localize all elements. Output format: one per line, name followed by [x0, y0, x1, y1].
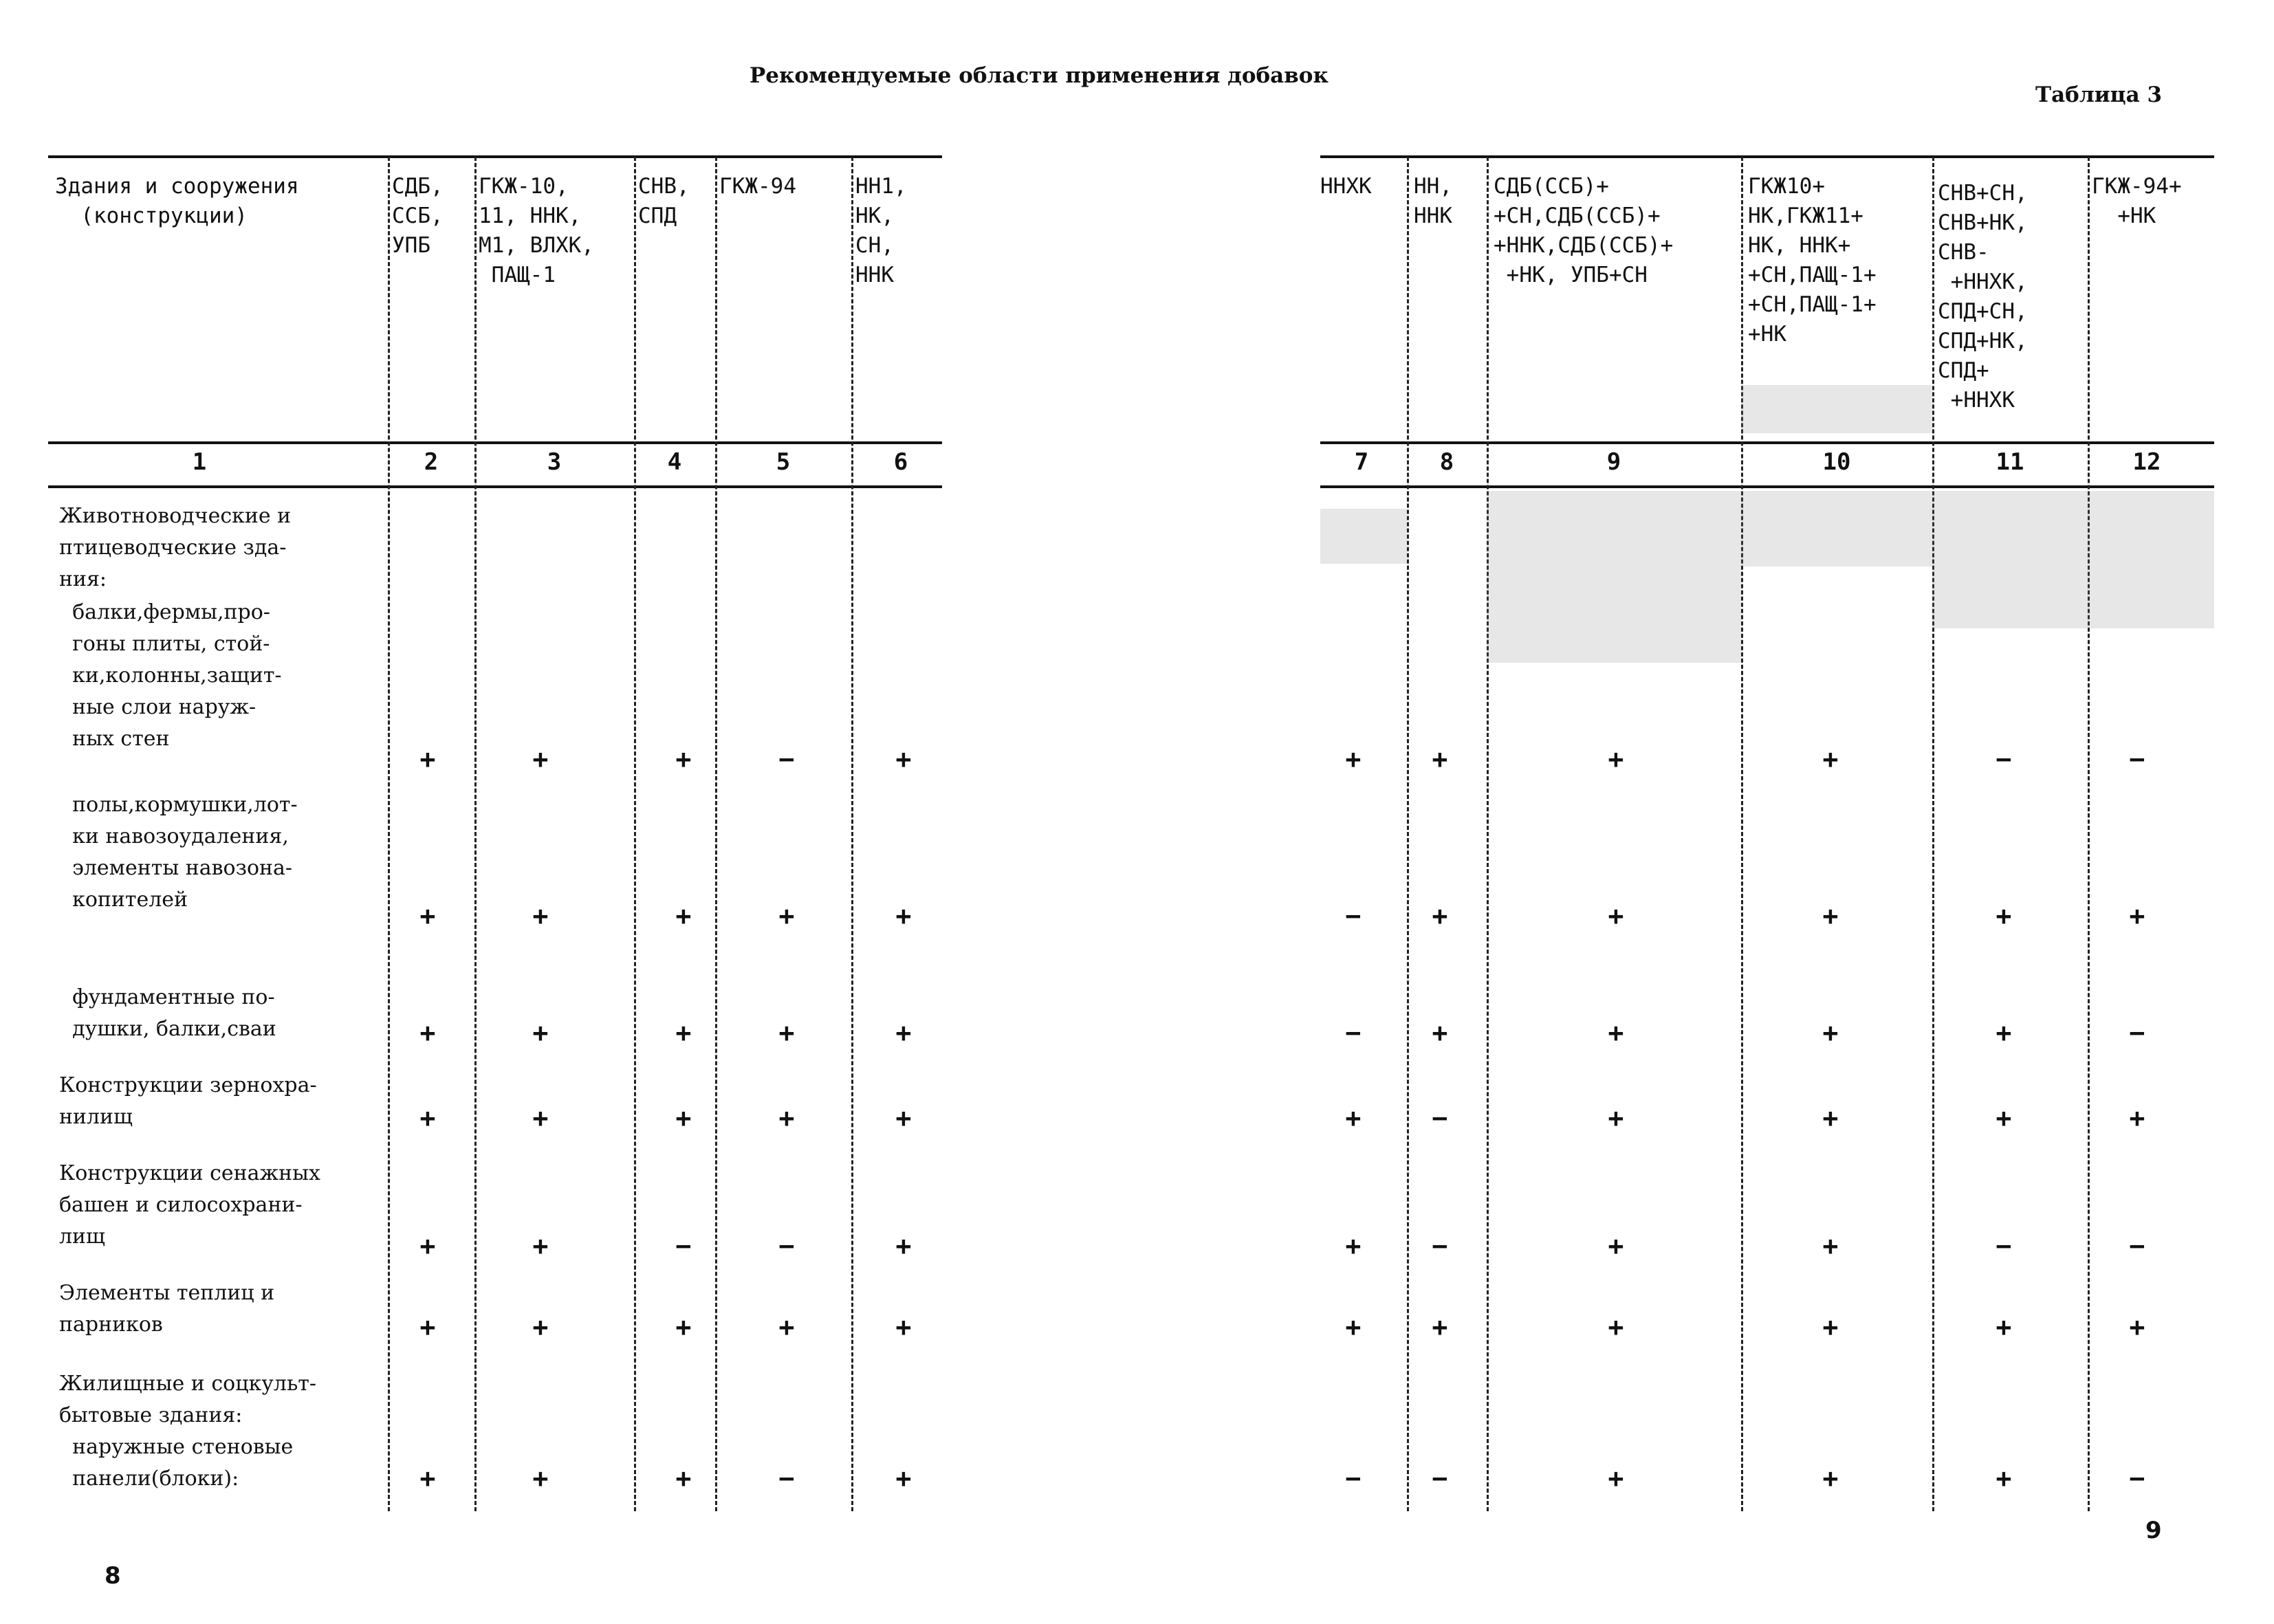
cell-mark: − [2129, 1463, 2145, 1493]
cell-mark: − [1996, 1231, 2012, 1261]
cell-mark: − [2129, 744, 2145, 774]
cell-mark: + [2129, 1103, 2145, 1133]
cell-mark: + [1432, 744, 1448, 774]
column-header: ГКЖ10+ НК,ГКЖ11+ НК, ННК+ +СН,ПАЩ-1+ +СН,ПАЩ-1+ +НК [1748, 174, 1877, 347]
cell-mark: + [1822, 1018, 1839, 1048]
cell-mark: + [675, 901, 692, 931]
cell-mark: + [1996, 901, 2012, 931]
cell-mark: + [1345, 1312, 1362, 1342]
scan-smudge [1932, 491, 2214, 628]
column-number: 1 [192, 448, 207, 476]
cell-mark: + [532, 1103, 549, 1133]
cell-mark: − [1345, 1018, 1362, 1048]
header-bottom-rule-left [48, 441, 942, 444]
cell-mark: − [778, 744, 795, 774]
cell-mark: + [1608, 1103, 1624, 1133]
cell-mark: + [675, 1312, 692, 1342]
cell-mark: + [895, 901, 912, 931]
cell-mark: + [1608, 1018, 1624, 1048]
cell-mark: + [778, 901, 795, 931]
column-header: НН, ННК [1414, 174, 1452, 228]
column-header: НН1, НК, СН, ННК [855, 174, 907, 287]
column-number: 8 [1439, 448, 1454, 476]
cell-mark: + [1608, 901, 1624, 931]
cell-mark: + [675, 1463, 692, 1493]
cell-mark: + [895, 1231, 912, 1261]
column-header: ГКЖ-94 [719, 174, 796, 199]
column-header: Здания и сооружения (конструкции) [55, 174, 299, 228]
column-number: 4 [667, 448, 682, 476]
cell-mark: + [2129, 901, 2145, 931]
cell-mark: + [1608, 1312, 1624, 1342]
cell-mark: − [778, 1231, 795, 1261]
row-label: полы,кормушки,лот- ки навозоудаления, элементы навозона- копителей [72, 793, 298, 912]
column-number: 11 [1996, 448, 2024, 476]
cell-mark: − [1996, 744, 2012, 774]
scan-smudge [1741, 385, 1932, 433]
col-divider [1407, 157, 1409, 1511]
cell-mark: + [1822, 1312, 1839, 1342]
page-number-right: 9 [2145, 1517, 2162, 1544]
row-label: фундаментные по- душки, балки,сваи [72, 985, 276, 1041]
col-divider [1932, 157, 1934, 1511]
cell-mark: + [1608, 744, 1624, 774]
cell-mark: + [532, 1312, 549, 1342]
col-divider [1741, 157, 1743, 1511]
cell-mark: + [1608, 1463, 1624, 1493]
cell-mark: + [532, 901, 549, 931]
cell-mark: + [675, 1103, 692, 1133]
column-number: 5 [776, 448, 791, 476]
cell-mark: + [675, 744, 692, 774]
column-header: СНВ+СН, СНВ+НК, СНВ- +ННХК, СПД+СН, СПД+НК, СПД+ +ННХК [1938, 181, 2028, 413]
column-header: ННХК [1320, 174, 1372, 199]
col-divider [634, 157, 636, 1511]
cell-mark: + [1432, 1312, 1448, 1342]
cell-mark: + [532, 744, 549, 774]
cell-mark: − [1432, 1231, 1448, 1261]
col-divider [715, 157, 717, 1511]
cell-mark: − [1432, 1463, 1448, 1493]
table-top-rule-left [48, 155, 942, 158]
scan-smudge [1741, 491, 1932, 567]
page-number-left: 8 [105, 1562, 121, 1590]
cell-mark: + [1822, 901, 1839, 931]
cell-mark: + [532, 1018, 549, 1048]
cell-mark: + [1432, 901, 1448, 931]
column-number: 6 [893, 448, 908, 476]
header-bottom-rule-right [1320, 441, 2214, 444]
cell-mark: + [1432, 1018, 1448, 1048]
col-divider [851, 157, 853, 1511]
col-divider [388, 157, 390, 1511]
row-label: Элементы теплиц и парников [59, 1281, 275, 1337]
col-divider [1487, 157, 1489, 1511]
cell-mark: + [419, 1463, 436, 1493]
cell-mark: + [1822, 1463, 1839, 1493]
cell-mark: + [1345, 744, 1362, 774]
column-header: ГКЖ-10, 11, ННК, М1, ВЛХК, ПАЩ-1 [479, 174, 594, 287]
column-header: ГКЖ-94+ +НК [2092, 174, 2182, 228]
column-number: 9 [1606, 448, 1621, 476]
cell-mark: + [778, 1018, 795, 1048]
cell-mark: − [1345, 901, 1362, 931]
cell-mark: + [895, 1103, 912, 1133]
table-label: Таблица 3 [2035, 83, 2163, 107]
numbers-bottom-rule-right [1320, 485, 2214, 488]
row-label: Жилищные и соцкульт- бытовые здания: наружные стеновые панели(блоки): [59, 1372, 317, 1491]
cell-mark: + [419, 1312, 436, 1342]
column-header: СДБ, ССБ, УПБ [392, 174, 444, 258]
column-header: СДБ(ССБ)+ +СН,СДБ(ССБ)+ +ННК,СДБ(ССБ)+ +НК, УПБ+СН [1494, 174, 1674, 287]
cell-mark: − [2129, 1231, 2145, 1261]
column-header: СНВ, СПД [638, 174, 690, 228]
cell-mark: − [778, 1463, 795, 1493]
cell-mark: + [778, 1312, 795, 1342]
cell-mark: + [419, 744, 436, 774]
col-divider [474, 157, 477, 1511]
cell-mark: + [675, 1018, 692, 1048]
row-label: Конструкции зернохра- нилищ [59, 1073, 317, 1129]
cell-mark: − [1345, 1463, 1362, 1493]
cell-mark: + [895, 744, 912, 774]
column-number: 2 [424, 448, 439, 476]
cell-mark: + [895, 1463, 912, 1493]
row-label: балки,фермы,про- гоны плиты, стой- ки,колонны,защит- ные слои наруж- ных стен [72, 600, 282, 751]
cell-mark: + [419, 901, 436, 931]
cell-mark: + [1822, 1103, 1839, 1133]
cell-mark: + [532, 1231, 549, 1261]
cell-mark: + [778, 1103, 795, 1133]
scan-smudge [1320, 509, 1407, 564]
cell-mark: − [2129, 1018, 2145, 1048]
cell-mark: − [675, 1231, 692, 1261]
column-number: 3 [547, 448, 562, 476]
cell-mark: + [895, 1018, 912, 1048]
cell-mark: + [1822, 744, 1839, 774]
row-label: Животноводческие и птицеводческие зда- ния: [59, 504, 292, 591]
cell-mark: + [1996, 1103, 2012, 1133]
col-divider [2088, 157, 2090, 1511]
cell-mark: + [1345, 1103, 1362, 1133]
cell-mark: − [1432, 1103, 1448, 1133]
cell-mark: + [1345, 1231, 1362, 1261]
cell-mark: + [419, 1018, 436, 1048]
cell-mark: + [419, 1103, 436, 1133]
cell-mark: + [1996, 1018, 2012, 1048]
column-number: 7 [1354, 448, 1369, 476]
cell-mark: + [1822, 1231, 1839, 1261]
page-title: Рекомендуемые области применения добавок [750, 63, 1329, 88]
scan-smudge [1487, 491, 1741, 663]
cell-mark: + [1996, 1312, 2012, 1342]
row-label: Конструкции сенажных башен и силосохрани- лищ [59, 1161, 320, 1249]
column-number: 10 [1822, 448, 1851, 476]
numbers-bottom-rule-left [48, 485, 942, 488]
cell-mark: + [1996, 1463, 2012, 1493]
cell-mark: + [1608, 1231, 1624, 1261]
cell-mark: + [2129, 1312, 2145, 1342]
column-number: 12 [2132, 448, 2161, 476]
cell-mark: + [532, 1463, 549, 1493]
cell-mark: + [895, 1312, 912, 1342]
table-top-rule-right [1320, 155, 2214, 158]
cell-mark: + [419, 1231, 436, 1261]
